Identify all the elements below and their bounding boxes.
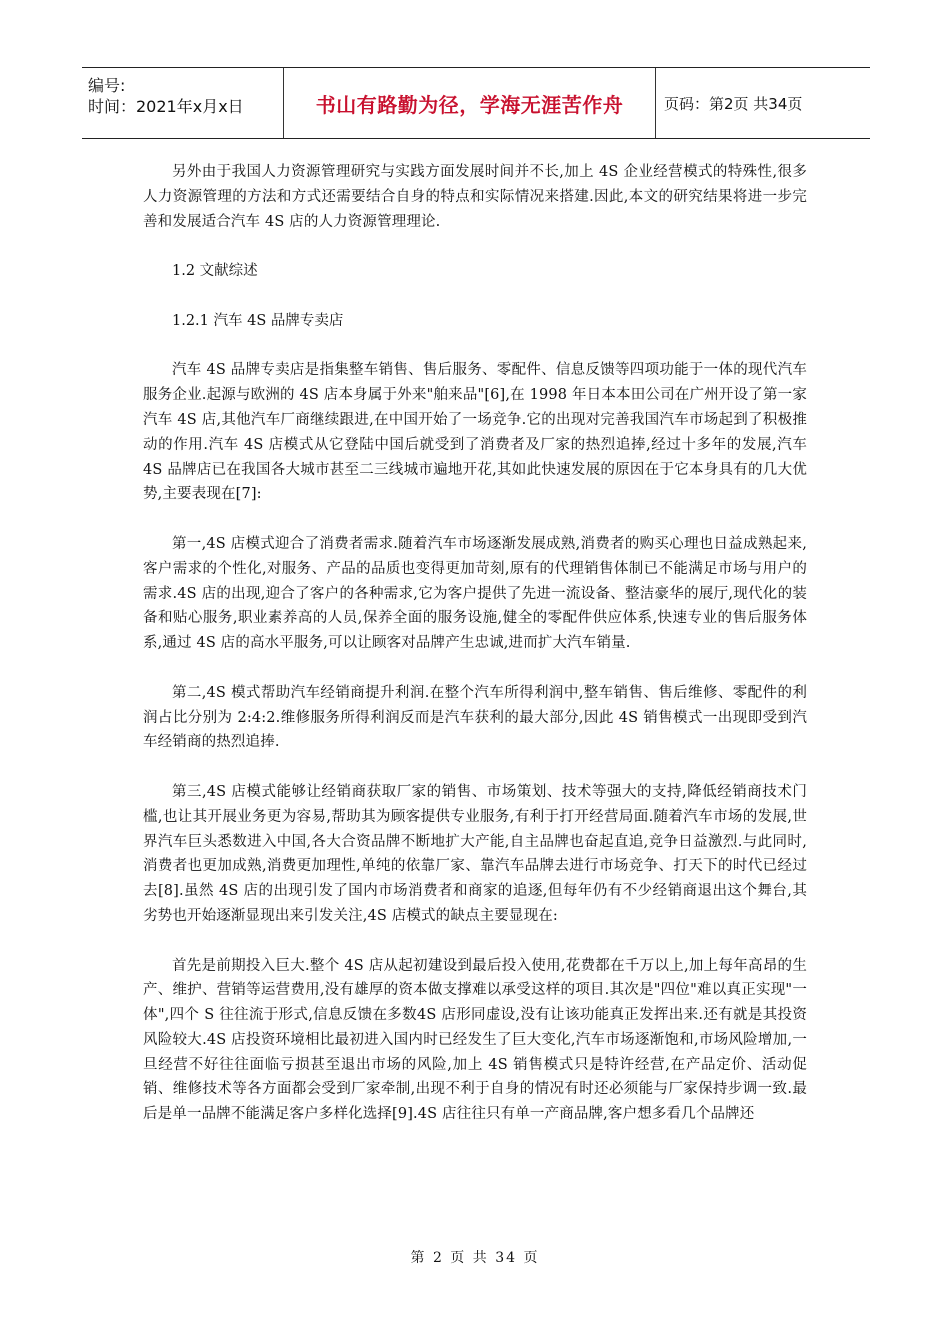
section-heading-literature-review: 1.2 文献综述 bbox=[172, 263, 258, 280]
page-header bbox=[82, 67, 870, 139]
doc-number-label: 编号: bbox=[88, 76, 126, 95]
paragraph-advantage-3: 第三,4S 店模式能够让经销商获取厂家的销售、市场策划、技术等强大的支持,降低经销商技术门槛,也让其开展业务更为容易,帮助其为顾客提供专业服务,有利于打开经营局面.随着汽车市场的发展,世界汽车巨头悉数进入中国,各大合资品牌不断地扩大产能,自主品牌也奋起直追,竞争日益激烈.与此同时,消费者也更加成熟,消费更加理性,单纯的依靠厂家、靠汽车品牌去进行市场竞争、打天下的时代已经过去[8].虽然 4S 店的出现引发了国内市场消费者和商家的追逐,但每年仍有不少经销商退出这个舞台,其劣势也开始逐渐显现出来引发关注,4S 店模式的缺点主要显现在: bbox=[143, 783, 807, 924]
paragraph-disadvantages: 首先是前期投入巨大.整个 4S 店从起初建设到最后投入使用,花费都在千万以上,加上每年高昂的生产、维护、营销等运营费用,没有雄厚的资本做支撑难以承受这样的项目.其次是"四位"难以真正实现"一体",四个 S 往往流于形式,信息反馈在多数4S 店形同虚设,没有让该功能真正发挥出来.还有就是其投资风险较大.4S 店投资环境相比最初进入国内时已经发生了巨大变化,汽车市场逐渐饱和,市场风险增加,一旦经营不好往往面临亏损甚至退出市场的风险,加上 4S 销售模式只是特许经营,在产品定价、活动促销、维修技术等各方面都会受到厂家牵制,出现不利于自身的情况有时还必须能与厂家保持步调一致.最后是单一品牌不能满足客户多样化选择[9].4S 店往往只有单一产商品牌,客户想多看几个品牌还 bbox=[143, 957, 807, 1123]
header-page-cell bbox=[656, 68, 870, 138]
paragraph-intro: 另外由于我国人力资源管理研究与实践方面发展时间并不长,加上 4S 企业经营模式的特殊性,很多人力资源管理的方法和方式还需要结合自身的特点和实际情况来搭建.因此,本文的研究结果将进一步完善和发展适合汽车 4S 店的人力资源管理理论. bbox=[143, 164, 807, 230]
subsection-heading-4s-store: 1.2.1 汽车 4S 品牌专卖店 bbox=[172, 312, 344, 329]
paragraph-4s-definition: 汽车 4S 品牌专卖店是指集整车销售、售后服务、零配件、信息反馈等四项功能于一体的现代汽车服务企业.起源与欧洲的 4S 店本身属于外来"舶来品"[6],在 1998 年日本本田公司在广州开设了第一家汽车 4S 店,其他汽车厂商继续跟进,在中国开始了一场竞争.它的出现对完善我国汽车市场起到了积极推动的作用.汽车 4S 店模式从它登陆中国后就受到了消费者及厂家的热烈追捧,经过十多年的发展,汽车 4S 品牌店已在我国各大城市甚至二三线城市遍地开花,其如此快速发展的原因在于它本身具有的几大优势,主要表现在[7]: bbox=[143, 362, 807, 503]
header-meta bbox=[82, 68, 284, 138]
doc-date-label: 时间：2021年x月x日 bbox=[88, 97, 244, 116]
header-motto-cell bbox=[284, 68, 656, 138]
paragraph-advantage-1: 第一,4S 店模式迎合了消费者需求.随着汽车市场逐渐发展成熟,消费者的购买心理也日益成熟起来,客户需求的个性化,对服务、产品的品质也变得更加苛刻,原有的代理销售体制已不能满足市场与用户的需求.4S 店的出现,迎合了客户的各种需求,它为客户提供了先进一流设备、整洁豪华的展厅,现代化的装备和贴心服务,职业素养高的人员,保养全面的服务设施,健全的零配件供应体系,快速专业的售后服务体系,通过 4S 店的高水平服务,可以让顾客对品牌产生忠诚,进而扩大汽车销量. bbox=[143, 535, 807, 652]
paragraph-advantage-2: 第二,4S 模式帮助汽车经销商提升利润.在整个汽车所得利润中,整车销售、售后维修、零配件的利润占比分别为 2:4:2.维修服务所得利润反而是汽车获利的最大部分,因此 4S 销售模式一出现即受到汽车经销商的热烈追捧. bbox=[143, 684, 807, 751]
header-motto: 书山有路勤为径，学海无涯苦作舟 bbox=[315, 92, 624, 117]
header-page-number: 页码：第2页 共34页 bbox=[664, 94, 803, 113]
document-body bbox=[143, 160, 807, 1152]
page-footer: 第 2 页 共 34 页 bbox=[410, 1250, 540, 1266]
